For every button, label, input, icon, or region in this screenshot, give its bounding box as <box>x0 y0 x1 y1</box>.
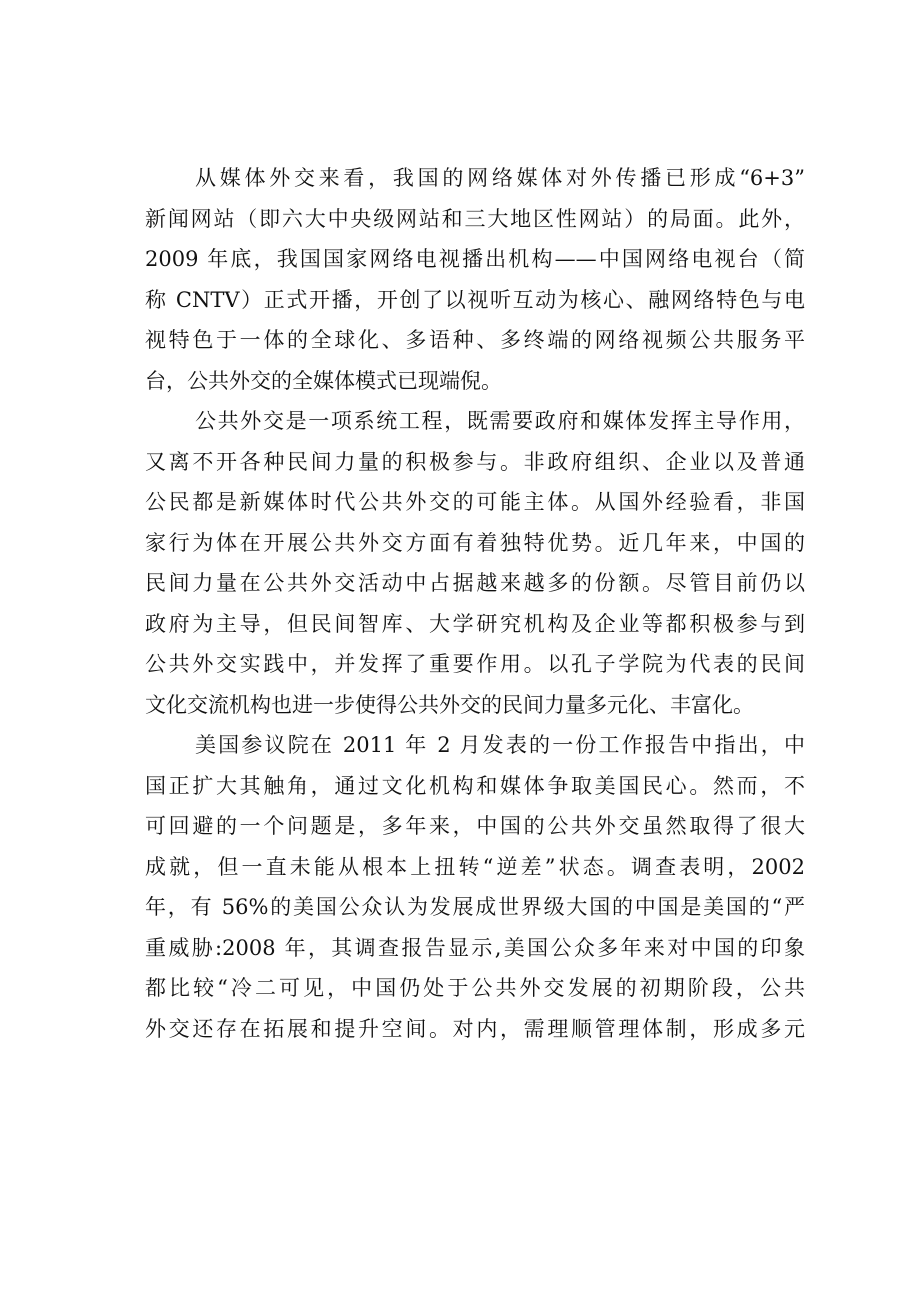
paragraph-1-line-3: 2009 年底，我国国家网络电视播出机构——中国网络电视台（简 <box>145 247 805 271</box>
paragraph-2-line-7: 公共外交实践中，并发挥了重要作用。以孔子学院为代表的民间 <box>145 652 805 676</box>
paragraph-3-line-2: 国正扩大其触角，通过文化机构和媒体争取美国民心。然而，不 <box>145 773 805 798</box>
paragraph-3-line-8: 外交还存在拓展和提升空间。对内，需理顺管理体制，形成多元 <box>145 1016 805 1041</box>
paragraph-1-line-4: 称 CNTV）正式开播，开创了以视听互动为核心、融网络特色与电 <box>145 287 805 312</box>
paragraph-3-line-1: 美国参议院在 2011 年 2 月发表的一份工作报告中指出，中 <box>195 733 805 757</box>
paragraph-2-line-4: 家行为体在开展公共外交方面有着独特优势。近几年来，中国的 <box>145 530 805 555</box>
paragraph-2-line-6: 政府为主导，但民间智库、大学研究机构及企业等都积极参与到 <box>145 611 805 636</box>
paragraph-3-line-3: 可回避的一个问题是，多年来，中国的公共外交虽然取得了很大 <box>145 814 805 838</box>
body-text <box>145 158 805 1049</box>
paragraph-1-line-1: 从媒体外交来看，我国的网络媒体对外传播已形成“6+3” <box>195 166 805 190</box>
paragraph-2-line-5: 民间力量在公共外交活动中占据越来越多的份额。尽管目前仍以 <box>145 571 805 595</box>
paragraph-3-line-6: 重威胁:2008 年，其调查报告显示,美国公众多年来对中国的印象 <box>145 935 805 960</box>
paragraph-1-line-6: 台，公共外交的全媒体模式已现端倪。 <box>145 368 502 393</box>
paragraph-3-line-4: 成就，但一直未能从根本上扭转“逆差”状态。调查表明，2002 <box>145 854 805 879</box>
paragraph-3-line-7: 都比较“冷二可见，中国仍处于公共外交发展的初期阶段，公共 <box>145 976 805 1000</box>
paragraph-3-line-5: 年，有 56%的美国公众认为发展成世界级大国的中国是美国的“严 <box>145 895 805 919</box>
paragraph-1-line-2: 新闻网站（即六大中央级网站和三大地区性网站）的局面。此外， <box>145 206 805 231</box>
paragraph-2-line-2: 又离不开各种民间力量的积极参与。非政府组织、企业以及普通 <box>145 449 805 474</box>
paragraph-2-line-3: 公民都是新媒体时代公共外交的可能主体。从国外经验看，非国 <box>145 490 805 514</box>
paragraph-1-line-5: 视特色于一体的全球化、多语种、多终端的网络视频公共服务平 <box>145 328 805 352</box>
paragraph-2-line-1: 公共外交是一项系统工程，既需要政府和媒体发挥主导作用， <box>195 409 805 433</box>
paragraph-2-line-8: 文化交流机构也进一步使得公共外交的民间力量多元化、丰富化。 <box>145 692 754 717</box>
